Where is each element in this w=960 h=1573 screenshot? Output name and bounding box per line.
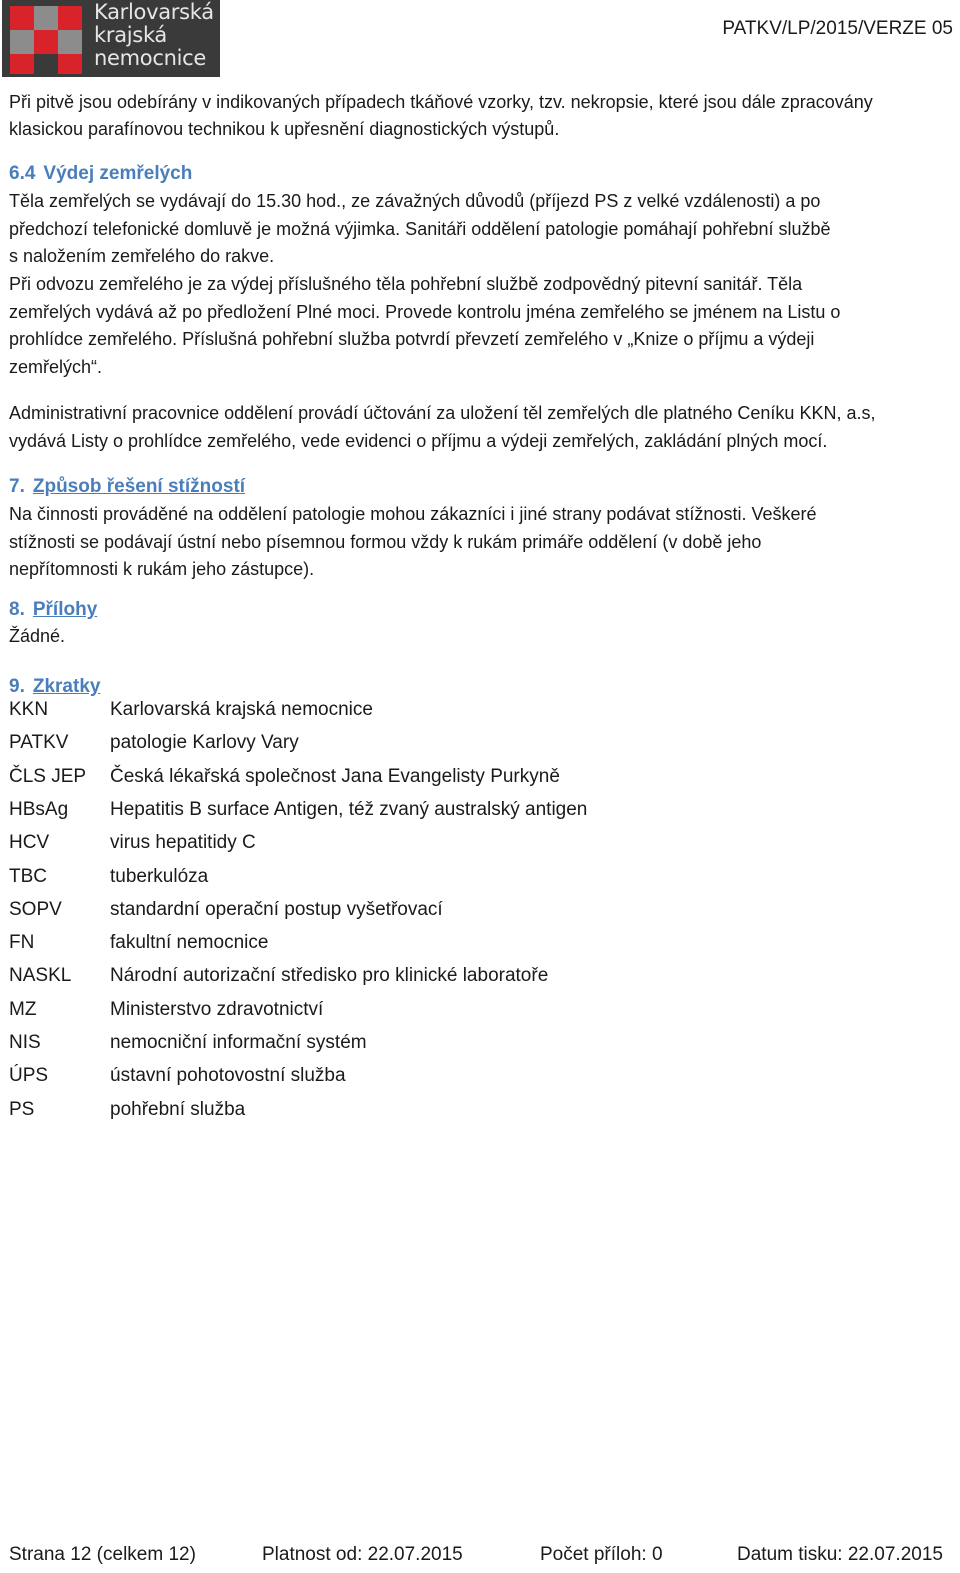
abbreviation-key: NASKL bbox=[9, 965, 72, 987]
paragraph-line: vydává Listy o prohlídce zemřelého, vede evidenci o příjmu a výdeji zemřelých, zakládání plných mocí. bbox=[9, 431, 828, 451]
abbreviation-meaning: Karlovarská krajská nemocnice bbox=[110, 699, 373, 720]
paragraph-line: nepřítomnosti k rukám jeho zástupce). bbox=[9, 559, 315, 579]
abbreviation-key: TBC bbox=[9, 865, 47, 887]
abbreviation-meaning: pohřební služba bbox=[110, 1098, 246, 1120]
page-header bbox=[0, 0, 960, 80]
abbreviation-meaning: virus hepatitidy C bbox=[110, 832, 256, 854]
footer-attachments: Počet příloh: 0 bbox=[540, 1544, 663, 1565]
abbreviation-meaning: standardní operační postup vyšetřovací bbox=[110, 898, 443, 920]
section-heading-7: 7. Způsob řešení stížností bbox=[9, 476, 246, 497]
paragraph-line: zemřelých“. bbox=[9, 357, 103, 377]
paragraph-line: předchozí telefonické domluvě je možná výjimka. Sanitáři oddělení patologie pomáhají pohřební službě bbox=[9, 219, 831, 239]
paragraph-line: Žádné. bbox=[9, 626, 66, 646]
footer-page-number: Strana 12 (celkem 12) bbox=[9, 1544, 196, 1565]
abbreviation-meaning: fakultní nemocnice bbox=[110, 932, 269, 954]
section-heading-8: 8. Přílohy bbox=[9, 599, 98, 620]
paragraph-line: Administrativní pracovnice oddělení provádí účtování za uložení těl zemřelých dle platného Ceníku KKN, a.s, bbox=[9, 403, 876, 423]
footer-print-date: Datum tisku: 22.07.2015 bbox=[737, 1544, 943, 1565]
abbreviation-key: HCV bbox=[9, 832, 50, 854]
abbreviation-meaning: patologie Karlovy Vary bbox=[110, 732, 299, 754]
abbreviation-key: MZ bbox=[9, 998, 37, 1020]
paragraph-line: stížnosti se podávají ústní nebo písemnou formou vždy k rukám primáře oddělení (v době jeho bbox=[9, 532, 762, 552]
abbreviation-key: ČLS JEP bbox=[9, 765, 87, 787]
paragraph-line: Na činnosti prováděné na oddělení patologie mohou zákazníci i jiné strany podávat stížnosti. Veškeré bbox=[9, 504, 817, 524]
paragraph-line: Těla zemřelých se vydávají do 15.30 hod., ze závažných důvodů (příjezd PS z velké vzdálenosti) a po bbox=[9, 191, 821, 211]
abbreviation-meaning: tuberkulóza bbox=[110, 865, 209, 887]
section-heading-6-4: 6.4 Výdej zemřelých bbox=[9, 163, 193, 184]
abbreviation-meaning: ústavní pohotovostní služba bbox=[110, 1065, 346, 1087]
hospital-logo bbox=[2, 0, 220, 77]
paragraph-line: zemřelých vydává až po předložení Plné moci. Provede kontrolu jména zemřelého se jménem na Listu o bbox=[9, 302, 841, 322]
intro-line: klasickou parafínovou technikou k upřesnění diagnostických výstupů. bbox=[9, 119, 560, 139]
abbreviation-key: PS bbox=[9, 1098, 35, 1120]
abbreviation-key: NIS bbox=[9, 1032, 41, 1053]
paragraph-line: prohlídce zemřelého. Příslušná pohřební služba potvrdí převzetí zemřelého v „Knize o příjmu a výdeji bbox=[9, 329, 815, 349]
abbreviation-key: KKN bbox=[9, 699, 49, 720]
paragraph-line: s naložením zemřelého do rakve. bbox=[9, 246, 275, 266]
abbreviation-key: ÚPS bbox=[9, 1065, 49, 1087]
abbreviation-meaning: nemocniční informační systém bbox=[110, 1032, 367, 1053]
abbreviation-key: SOPV bbox=[9, 898, 62, 920]
document-code: PATKV/LP/2015/VERZE 05 bbox=[722, 18, 953, 39]
intro-line: Při pitvě jsou odebírány v indikovaných případech tkáňové vzorky, tzv. nekropsie, které jsou dále zpracovány bbox=[9, 92, 873, 112]
abbreviation-meaning: Národní autorizační středisko pro klinické laboratoře bbox=[110, 965, 549, 987]
abbreviation-meaning: Hepatitis B surface Antigen, též zvaný australský antigen bbox=[110, 798, 588, 820]
abbreviation-meaning: Ministerstvo zdravotnictví bbox=[110, 998, 324, 1020]
footer-valid-from: Platnost od: 22.07.2015 bbox=[262, 1544, 463, 1565]
abbreviation-key: FN bbox=[9, 932, 35, 954]
section-heading-9: 9. Zkratky bbox=[9, 676, 101, 697]
abbreviation-key: PATKV bbox=[9, 732, 69, 754]
logo-text: Karlovarská krajská nemocnice bbox=[94, 0, 214, 70]
abbreviation-meaning: Česká lékařská společnost Jana Evangelisty Purkyně bbox=[110, 765, 560, 787]
abbreviation-key: HBsAg bbox=[9, 798, 69, 820]
paragraph-line: Při odvozu zemřelého je za výdej příslušného těla pohřební službě zodpovědný pitevní sanitář. Těla bbox=[9, 274, 803, 294]
